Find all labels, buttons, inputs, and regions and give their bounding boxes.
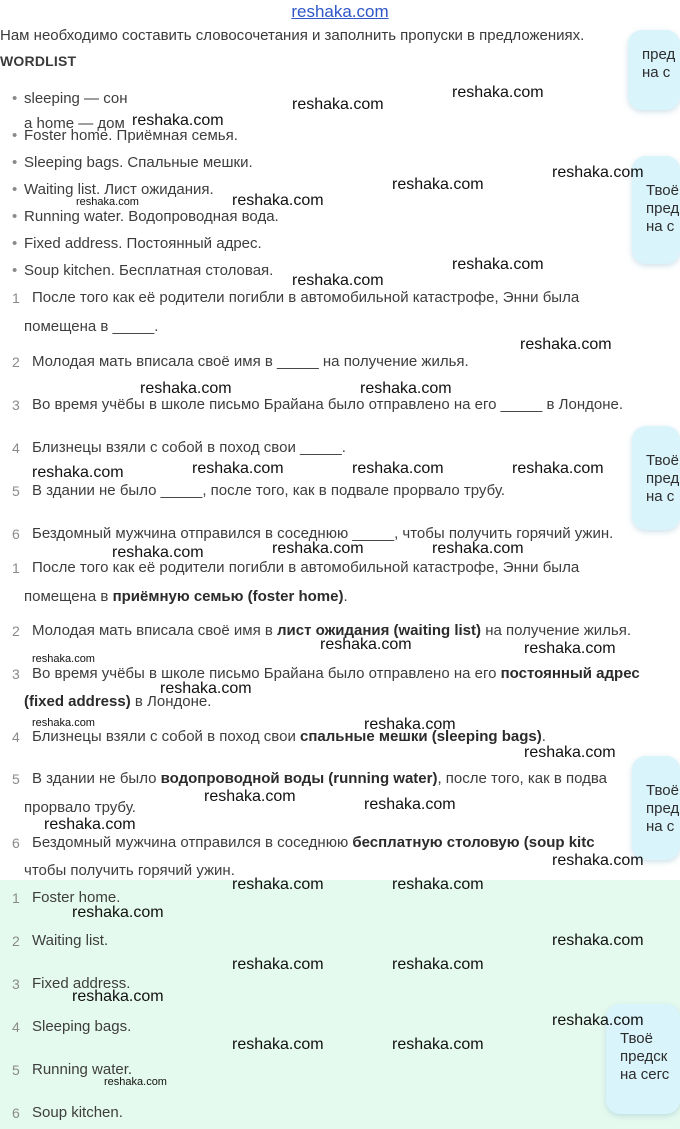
ad-card-text: на с <box>646 488 675 505</box>
watermark: reshaka.com <box>352 460 444 477</box>
wordlist-item: • Foster home. Приёмная семья. <box>24 127 238 144</box>
ad-card-text: пред <box>642 46 676 63</box>
watermark: reshaka.com <box>292 96 384 113</box>
answer-number: 1 <box>12 890 20 906</box>
answer-highlight: (fixed address) <box>24 693 131 710</box>
watermark: reshaka.com <box>392 1036 484 1053</box>
task-number: 1 <box>12 290 20 306</box>
task-number: 4 <box>12 440 20 456</box>
wordlist-item: • Fixed address. Постоянный адрес. <box>24 235 262 252</box>
ad-card[interactable] <box>628 30 680 110</box>
watermark: reshaka.com <box>32 717 95 729</box>
wordlist-item: • Waiting list. Лист ожидания. <box>24 181 214 198</box>
short-answer: Foster home. <box>32 889 121 906</box>
watermark: reshaka.com <box>524 640 616 657</box>
answer-sentence-cont: прорвало трубу. <box>24 799 136 816</box>
ad-card[interactable] <box>632 426 680 530</box>
ad-card-text: Твоё <box>646 452 679 469</box>
ad-card-text: пред <box>646 470 680 487</box>
watermark: reshaka.com <box>552 932 644 949</box>
answer-number: 3 <box>12 666 20 682</box>
task-number: 6 <box>12 526 20 542</box>
ad-card-text: на с <box>646 218 675 235</box>
watermark: reshaka.com <box>32 653 95 665</box>
answer-sentence: Во время учёбы в школе письмо Брайана было отправлено на его постоянный адрес <box>32 665 640 682</box>
wordlist-item: • Running water. Водопроводная вода. <box>24 208 279 225</box>
watermark: reshaka.com <box>232 876 324 893</box>
watermark: reshaka.com <box>104 1076 167 1088</box>
watermark: reshaka.com <box>192 460 284 477</box>
task-sentence: Во время учёбы в школе письмо Брайана было отправлено на его _____ в Лондоне. <box>32 396 623 413</box>
watermark: reshaka.com <box>32 464 124 481</box>
answer-highlight: бесплатную столовую (soup kitc <box>352 834 595 851</box>
answer-number: 1 <box>12 560 20 576</box>
task-sentence: Бездомный мужчина отправился в соседнюю _____, чтобы получить горячий ужин. <box>32 525 614 542</box>
watermark: reshaka.com <box>320 636 412 653</box>
wordlist-item: • Soup kitchen. Бесплатная столовая. <box>24 262 273 279</box>
task-number: 5 <box>12 483 20 499</box>
answer-number: 5 <box>12 1062 20 1078</box>
wordlist-item-partial: a home — дом <box>24 115 125 132</box>
ad-card-text: пред <box>646 800 680 817</box>
ad-card-text: Твоё <box>646 182 679 199</box>
wordlist-item: • Sleeping bags. Спальные мешки. <box>24 154 253 171</box>
watermark: reshaka.com <box>232 192 324 209</box>
watermark: reshaka.com <box>272 540 364 557</box>
watermark: reshaka.com <box>552 164 644 181</box>
answer-sentence: Близнецы взяли с собой в поход свои спальные мешки (sleeping bags). <box>32 728 546 745</box>
short-answer: Running water. <box>32 1061 133 1078</box>
ad-card-text: на сегс <box>620 1066 670 1083</box>
answer-sentence-cont: (fixed address) в Лондоне. <box>24 693 212 710</box>
answer-number: 5 <box>12 771 20 787</box>
watermark: reshaka.com <box>432 540 524 557</box>
watermark: reshaka.com <box>140 380 232 397</box>
watermark: reshaka.com <box>364 716 456 733</box>
short-answer: Soup kitchen. <box>32 1104 123 1121</box>
watermark: reshaka.com <box>44 816 136 833</box>
task-instruction: Нам необходимо составить словосочетания и заполнить пропуски в предложениях. <box>0 27 585 44</box>
watermark: reshaka.com <box>392 956 484 973</box>
ad-card-text: на с <box>642 64 671 81</box>
answer-number: 3 <box>12 976 20 992</box>
answer-sentence-cont: чтобы получить горячий ужин. <box>24 862 235 879</box>
ad-card-text: пред <box>646 200 680 217</box>
task-sentence: Близнецы взяли с собой в поход свои _____. <box>32 439 346 456</box>
answer-highlight: лист ожидания (waiting list) <box>277 622 482 639</box>
answer-number: 4 <box>12 1019 20 1035</box>
ad-card-text: Твоё <box>620 1030 653 1047</box>
watermark: reshaka.com <box>552 1012 644 1029</box>
watermark: reshaka.com <box>360 380 452 397</box>
task-number: 3 <box>12 397 20 413</box>
watermark: reshaka.com <box>132 112 224 129</box>
watermark: reshaka.com <box>524 744 616 761</box>
answer-number: 6 <box>12 835 20 851</box>
short-answer: Waiting list. <box>32 932 109 949</box>
watermark: reshaka.com <box>364 796 456 813</box>
answer-sentence: После того как её родители погибли в автомобильной катастрофе, Энни была <box>32 559 580 576</box>
ad-card-text: предск <box>620 1048 668 1065</box>
task-number: 2 <box>12 354 20 370</box>
watermark: reshaka.com <box>452 256 544 273</box>
ad-card[interactable] <box>632 756 680 860</box>
watermark: reshaka.com <box>452 84 544 101</box>
ad-card-text: на с <box>646 818 675 835</box>
ad-card-text: Твоё <box>646 782 679 799</box>
watermark: reshaka.com <box>552 852 644 869</box>
task-sentence: В здании не было _____, после того, как в подвале прорвало трубу. <box>32 482 506 499</box>
wordlist-heading: WORDLIST <box>0 53 77 69</box>
answer-sentence: Молодая мать вписала своё имя в лист ожидания (waiting list) на получение жилья. <box>32 622 631 639</box>
watermark: reshaka.com <box>76 196 139 208</box>
answer-sentence: В здании не было водопроводной воды (running water), после того, как в подва <box>32 770 608 787</box>
answer-highlight: водопроводной воды (running water) <box>160 770 438 787</box>
watermark: reshaka.com <box>112 544 204 561</box>
task-sentence: После того как её родители погибли в автомобильной катастрофе, Энни была <box>32 289 580 306</box>
short-answer: Sleeping bags. <box>32 1018 132 1035</box>
watermark: reshaka.com <box>292 272 384 289</box>
answer-number: 2 <box>12 933 20 949</box>
watermark: reshaka.com <box>232 1036 324 1053</box>
watermark: reshaka.com <box>204 788 296 805</box>
answer-number: 6 <box>12 1105 20 1121</box>
task-sentence-cont: помещена в _____. <box>24 318 159 335</box>
answer-highlight: спальные мешки (sleeping bags) <box>300 728 542 745</box>
watermark: reshaka.com <box>72 988 164 1005</box>
answer-sentence: Бездомный мужчина отправился в соседнюю бесплатную столовую (soup kitc <box>32 834 595 851</box>
answer-highlight: приёмную семью (foster home) <box>112 588 344 605</box>
answer-number: 4 <box>12 729 20 745</box>
short-answer: Fixed address. <box>32 975 131 992</box>
answer-highlight: постоянный адрес <box>500 665 640 682</box>
watermark: reshaka.com <box>232 956 324 973</box>
watermark: reshaka.com <box>392 876 484 893</box>
watermark: reshaka.com <box>160 680 252 697</box>
task-sentence: Молодая мать вписала своё имя в _____ на получение жилья. <box>32 353 469 370</box>
watermark: reshaka.com <box>520 336 612 353</box>
watermark: reshaka.com <box>72 904 164 921</box>
watermark: reshaka.com <box>392 176 484 193</box>
answer-sentence-cont: помещена в приёмную семью (foster home). <box>24 588 348 605</box>
wordlist-item: • sleeping — сон <box>24 90 128 107</box>
site-link[interactable]: reshaka.com <box>291 2 389 21</box>
watermark: reshaka.com <box>512 460 604 477</box>
answer-number: 2 <box>12 623 20 639</box>
